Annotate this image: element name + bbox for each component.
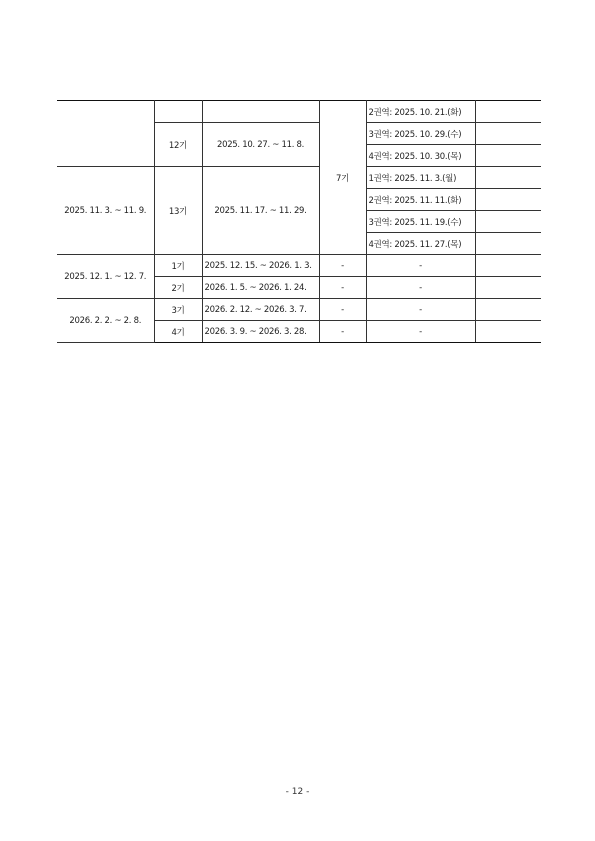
note-cell <box>475 101 541 123</box>
table-row <box>57 101 541 123</box>
region-date-cell: 1권역: 2025. 11. 3.(월) <box>366 167 475 189</box>
region-date-cell: 4권역: 2025. 11. 27.(목) <box>366 233 475 255</box>
training-period-cell: 2026. 2. 2. ~ 2. 8. <box>57 299 154 343</box>
term-period-cell: 2026. 2. 12. ~ 2026. 3. 7. <box>202 299 319 321</box>
term-period-cell: 2025. 11. 17. ~ 11. 29. <box>202 167 319 255</box>
term-cell: 12기 <box>154 123 202 167</box>
term-cell: 3기 <box>154 299 202 321</box>
schedule-table <box>57 100 541 343</box>
note-cell <box>475 299 541 321</box>
term-period-cell: 2026. 3. 9. ~ 2026. 3. 28. <box>202 321 319 343</box>
training-period-cell <box>57 101 154 167</box>
region-date-cell: 2권역: 2025. 11. 11.(화) <box>366 189 475 211</box>
term-cell <box>154 101 202 123</box>
table-row <box>57 255 541 277</box>
region-date-cell: - <box>366 321 475 343</box>
region-date-cell: 3권역: 2025. 10. 29.(수) <box>366 123 475 145</box>
cohort-cell: - <box>319 277 366 299</box>
region-date-cell: 4권역: 2025. 10. 30.(목) <box>366 145 475 167</box>
region-date-cell: - <box>366 277 475 299</box>
cohort-cell: - <box>319 255 366 277</box>
cohort-cell: - <box>319 321 366 343</box>
term-period-cell: 2025. 12. 15. ~ 2026. 1. 3. <box>202 255 319 277</box>
note-cell <box>475 189 541 211</box>
region-date-cell: 2권역: 2025. 10. 21.(화) <box>366 101 475 123</box>
cohort-cell: 7기 <box>319 101 366 255</box>
term-cell: 2기 <box>154 277 202 299</box>
note-cell <box>475 233 541 255</box>
region-date-cell: - <box>366 255 475 277</box>
term-period-cell: 2026. 1. 5. ~ 2026. 1. 24. <box>202 277 319 299</box>
note-cell <box>475 211 541 233</box>
region-date-cell: - <box>366 299 475 321</box>
table-row <box>57 299 541 321</box>
note-cell <box>475 277 541 299</box>
note-cell <box>475 321 541 343</box>
region-date-cell: 3권역: 2025. 11. 19.(수) <box>366 211 475 233</box>
term-period-cell <box>202 101 319 123</box>
term-cell: 1기 <box>154 255 202 277</box>
table-row <box>57 167 541 189</box>
term-cell: 4기 <box>154 321 202 343</box>
note-cell <box>475 123 541 145</box>
training-period-cell: 2025. 12. 1. ~ 12. 7. <box>57 255 154 299</box>
term-cell: 13기 <box>154 167 202 255</box>
note-cell <box>475 255 541 277</box>
note-cell <box>475 167 541 189</box>
term-period-cell: 2025. 10. 27. ~ 11. 8. <box>202 123 319 167</box>
training-period-cell: 2025. 11. 3. ~ 11. 9. <box>57 167 154 255</box>
page-number: - 12 - <box>285 787 310 797</box>
cohort-cell: - <box>319 299 366 321</box>
note-cell <box>475 145 541 167</box>
